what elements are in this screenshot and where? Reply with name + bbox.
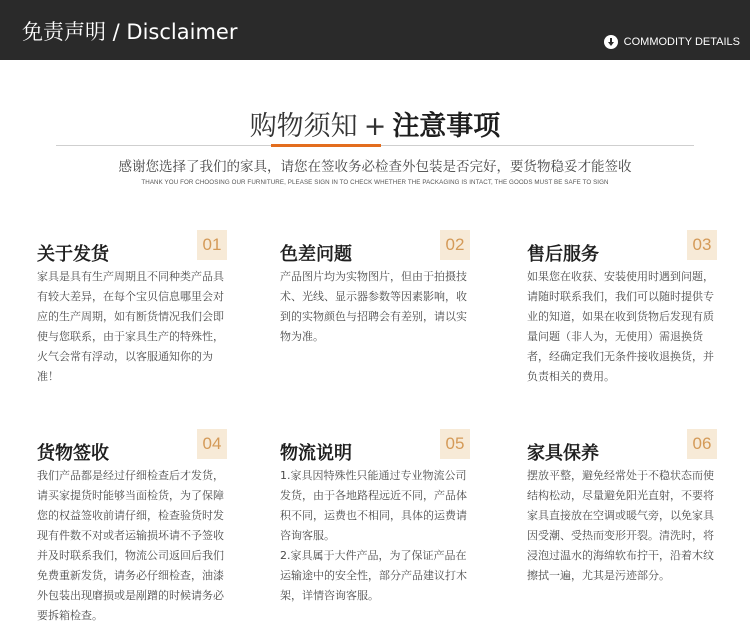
card-number-badge: 01 xyxy=(197,230,227,260)
card-number-badge: 04 xyxy=(197,429,227,459)
card-title: 关于发货 xyxy=(37,244,109,265)
heading-bold: 注意事项 xyxy=(392,111,501,142)
card-title: 物流说明 xyxy=(280,443,352,464)
header-bar xyxy=(0,0,750,60)
commodity-details-label: COMMODITY DETAILS xyxy=(623,36,740,48)
card-number-badge: 06 xyxy=(687,429,717,459)
heading-plus: + xyxy=(363,111,387,142)
card-title: 售后服务 xyxy=(527,244,599,265)
card-body: 产品图片均为实物图片，但由于拍摄技术、光线、显示器参数等因素影响，收到的实物颜色与招聘会有差别，请以实物为准。 xyxy=(280,270,467,343)
heading-light: 购物须知 xyxy=(249,111,358,142)
card-title: 货物签收 xyxy=(37,443,109,464)
card-body: 家具是具有生产周期且不同种类产品具有较大差异，在每个宝贝信息哪里会对应的生产周期，如有断货情况我们会即使与您联系，由于家具生产的特殊性，火气会常有浮动，以客服通知你的为准！ xyxy=(37,270,224,383)
download-circle-icon xyxy=(604,35,618,49)
card-body: 如果您在收获、安装使用时遇到问题，请随时联系我们，我们可以随时提供专业的知道，如果在收到货物后发现有质量问题（非人为，无使用）需退换货者，经确定我们无条件接收退换货，并负责相关的费用。 xyxy=(527,270,714,383)
card-number-badge: 03 xyxy=(687,230,717,260)
card-title: 色差问题 xyxy=(280,244,352,265)
card-title: 家具保养 xyxy=(527,443,599,464)
heading-accent-bar xyxy=(271,144,381,147)
commodity-details-link[interactable] xyxy=(604,35,740,49)
card-number-badge: 02 xyxy=(440,230,470,260)
subtitle-cn: 感谢您选择了我们的家具，请您在签收务必检查外包装是否完好，要货物稳妥才能签收 xyxy=(118,159,632,175)
disclaimer-title: 免责声明 / Disclaimer xyxy=(22,20,238,44)
card-body: 我们产品都是经过仔细检查后才发货，请买家提货时能够当面检货，为了保障您的权益签收前请仔细，检查验货时发现有件数不对或者运输损坏请不予签收并及时联系我们，物流公司返回后我们免费重新发货，请务必仔细检查，油漆外包装出现磨损或是剐蹭的时候请务必要拆箱检查。 xyxy=(37,469,224,622)
section-heading xyxy=(0,104,750,143)
card-number-badge: 05 xyxy=(440,429,470,459)
card-body: 摆放平整，避免经常处于不稳状态而使结构松动，尽量避免阳光直射，不要将家具直接放在空调或暖气旁，以免家具因受潮、受热而变形开裂。清洗时，将浸泡过温水的海绵软布拧干，沿着木纹擦拭一遍，尤其是污迹部分。 xyxy=(527,469,714,582)
subtitle-en: THANK YOU FOR CHOOSING OUR FURNITURE, PLEASE SIGN IN TO CHECK WHETHER THE PACKAGING IS INTACT, THE GOODS MUST BE SAFE TO SIGN xyxy=(141,179,609,186)
card-body: 1.家具因特殊性只能通过专业物流公司发货，由于各地路程远近不同，产品体积不同，运费也不相同，具体的运费请咨询客服。 2.家具属于大件产品，为了保证产品在运输途中的安全性，部分产品建议打木架，详情咨询客服。 xyxy=(280,469,467,602)
